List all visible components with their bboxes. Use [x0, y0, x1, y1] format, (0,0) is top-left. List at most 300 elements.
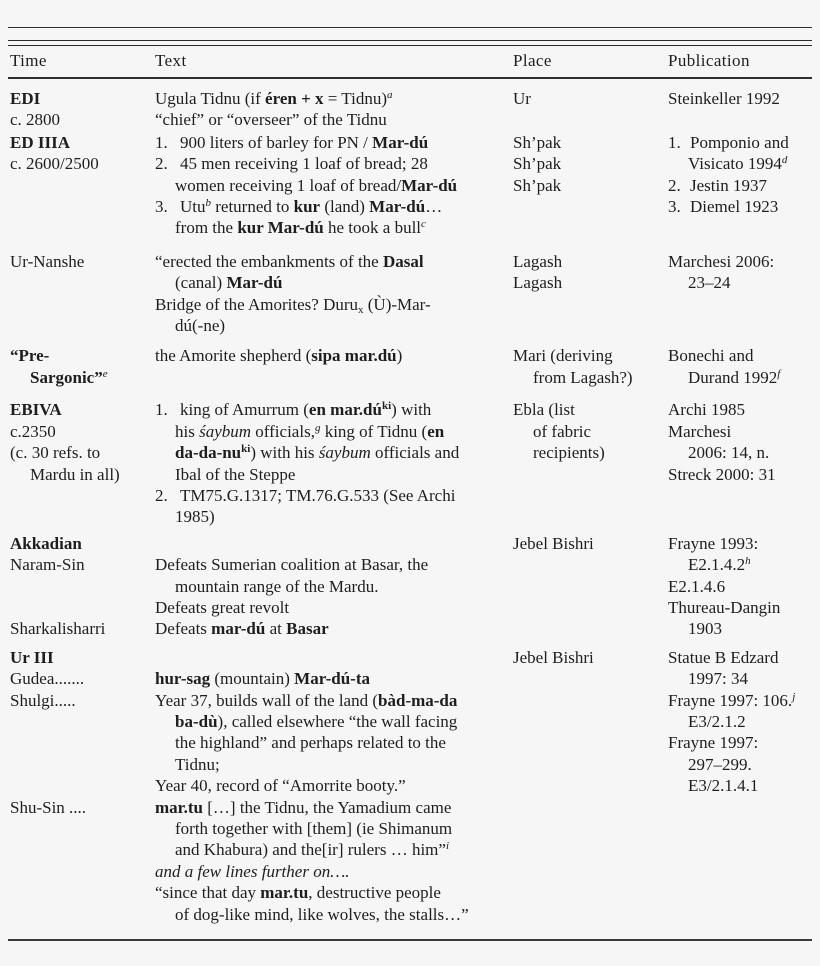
- table-line: [155, 506, 513, 527]
- table-line: [155, 618, 513, 639]
- table-line: [513, 272, 668, 293]
- table-line: [155, 797, 513, 818]
- text-segment: ), called elsewhere “the wall facing: [217, 711, 458, 731]
- line-content: [688, 443, 769, 462]
- text-segment: Shu-Sin ....: [10, 797, 87, 817]
- line-content: [688, 368, 780, 387]
- table-line: [668, 618, 810, 639]
- text-segment: = Tidnu): [323, 89, 387, 108]
- text-segment: mar.tu: [260, 883, 309, 903]
- table-line: [10, 132, 155, 153]
- table-line: [155, 132, 513, 153]
- text-segment: Sh’pak: [513, 175, 562, 195]
- table-line: [155, 882, 513, 903]
- line-content: [175, 465, 295, 484]
- line-content: [668, 252, 774, 271]
- text-segment: from Lagash?): [533, 367, 633, 387]
- time-cell: [10, 533, 155, 640]
- line-content: [175, 316, 225, 335]
- place-cell: [513, 251, 668, 337]
- line-content: [155, 110, 387, 129]
- table-line: [513, 153, 668, 174]
- line-content: [180, 132, 428, 153]
- table-line: [155, 399, 513, 420]
- text-segment: ki: [381, 400, 392, 413]
- table-top-rule: [8, 27, 812, 28]
- text-segment: Marchesi: [668, 421, 732, 441]
- text-segment: Sharkalisharri: [10, 619, 106, 639]
- table-line: [668, 251, 810, 272]
- table-line: [155, 554, 513, 575]
- table-line: [155, 153, 513, 174]
- text-segment: (Ù)-Mar-: [363, 294, 431, 314]
- table-line: [668, 272, 810, 293]
- line-content: [513, 252, 562, 271]
- text-segment: 23–24: [688, 273, 731, 293]
- line-content: [175, 905, 469, 924]
- text-segment: x: [358, 303, 364, 316]
- text-segment: i: [445, 840, 450, 853]
- text-segment: f: [777, 367, 781, 380]
- table-line: [155, 533, 513, 554]
- line-content: [690, 175, 767, 196]
- text-segment: Mari (deriving: [513, 346, 613, 366]
- line-content: [688, 712, 746, 731]
- text-segment: women receiving 1 loaf of bread/: [175, 175, 402, 195]
- line-content: [668, 534, 758, 553]
- table-line: [10, 251, 155, 272]
- text-segment: śaybum: [199, 421, 252, 441]
- table-line: [668, 668, 810, 689]
- table-line: [668, 576, 810, 597]
- table-line: [513, 132, 668, 153]
- line-content: [513, 400, 575, 419]
- line-content: [10, 133, 70, 152]
- line-content: [155, 776, 406, 795]
- table-line: [668, 554, 810, 575]
- text-segment: of dog-like mind, like wolves, the stalls…”: [175, 904, 469, 924]
- line-content: [175, 577, 378, 596]
- place-cell: [513, 345, 668, 388]
- text-segment: (mountain): [210, 669, 295, 689]
- table-line: [155, 861, 513, 882]
- text-segment: E3/2.1.4.1: [688, 776, 759, 796]
- line-content: [155, 346, 402, 365]
- text-segment: Mar-dú: [372, 132, 429, 152]
- text-segment: ED IIIA: [10, 132, 70, 152]
- table-line: [668, 442, 810, 463]
- table-line: [668, 711, 810, 732]
- text-segment: h: [745, 555, 751, 568]
- line-content: [533, 422, 591, 441]
- line-content: [688, 669, 748, 688]
- table-row: [10, 647, 810, 925]
- table-line: [668, 597, 810, 618]
- text-segment: dú(-ne): [175, 316, 226, 336]
- text-segment: Ibal of the Steppe: [175, 464, 296, 484]
- table-line: [10, 775, 155, 796]
- table-line: [155, 196, 513, 217]
- text-segment: da-da-nu: [175, 443, 242, 463]
- table-line: [10, 647, 155, 668]
- pub-cell: [668, 88, 810, 131]
- table-line: [668, 88, 810, 109]
- table-line: [155, 315, 513, 336]
- text-segment: en: [427, 421, 445, 441]
- text-segment: Ur: [513, 89, 531, 108]
- table-line: [10, 88, 155, 109]
- text-segment: king of Tidnu (: [320, 421, 428, 441]
- line-content: [688, 755, 752, 774]
- table-line: [155, 775, 513, 796]
- line-content: [10, 400, 62, 419]
- text-segment: EDI: [10, 89, 41, 108]
- line-content: [668, 400, 745, 419]
- text-segment: Utu: [180, 197, 206, 217]
- table-line: [10, 754, 155, 775]
- time-cell: [10, 251, 155, 337]
- table-line: [513, 647, 668, 668]
- pub-cell: [668, 132, 810, 239]
- column-header-text: Text: [155, 51, 187, 70]
- table-line: [513, 175, 668, 196]
- text-segment: Frayne 1997:: [668, 733, 759, 753]
- text-segment: Sh’pak: [513, 132, 562, 152]
- line-content: [533, 368, 633, 387]
- text-segment: ): [396, 346, 403, 366]
- text-segment: Pomponio and: [690, 132, 789, 152]
- line-content: [155, 295, 431, 314]
- line-content: [533, 443, 605, 462]
- pub-cell: [668, 399, 810, 527]
- table-line: [10, 732, 155, 753]
- table-header-row: [10, 51, 810, 71]
- text-segment: Akkadian: [10, 533, 82, 553]
- line-content: [180, 485, 455, 506]
- time-cell: [10, 345, 155, 388]
- text-segment: Defeats great revolt: [155, 597, 290, 617]
- table-line: [10, 797, 155, 818]
- table-line: [10, 668, 155, 689]
- text-segment: Shulgi.....: [10, 690, 76, 710]
- table-line: [155, 576, 513, 597]
- line-content: [180, 399, 431, 420]
- line-content: [175, 443, 459, 462]
- table-line: [155, 485, 513, 506]
- text-segment: E2.1.4.6: [668, 576, 726, 596]
- text-segment: Mar-dú-ta: [294, 669, 371, 689]
- line-content: [10, 422, 56, 441]
- text-segment: d: [781, 154, 788, 167]
- text-segment: and Khabura) and the[ir] rulers … him”: [175, 840, 446, 860]
- text-segment: Lagash: [513, 251, 563, 271]
- line-content: [668, 465, 776, 484]
- table-line: [668, 175, 810, 196]
- text-segment: c.2350: [10, 421, 56, 441]
- line-content: [10, 669, 84, 688]
- text-segment: Diemel 1923: [690, 197, 779, 217]
- line-content: [175, 712, 457, 731]
- table-line: [668, 153, 810, 174]
- table-line: [513, 533, 668, 554]
- table-line: [10, 421, 155, 442]
- table-line: [10, 711, 155, 732]
- line-content: [688, 154, 787, 173]
- text-segment: officials and: [370, 443, 460, 463]
- list-marker: 2.: [155, 154, 168, 174]
- text-segment: mountain range of the Mardu.: [175, 576, 379, 596]
- text-segment: […] the Tidnu, the Yamadium came: [203, 797, 452, 817]
- text-cell: [155, 647, 513, 925]
- table-line: [10, 597, 155, 618]
- text-segment: his: [175, 421, 200, 441]
- text-segment: Streck 2000: 31: [668, 464, 776, 484]
- table-line: [155, 464, 513, 485]
- text-segment: (c. 30 refs. to: [10, 443, 101, 463]
- table-line: [668, 732, 810, 753]
- table-bottom-rule: [8, 939, 812, 941]
- text-segment: Defeats: [155, 619, 212, 639]
- text-segment: Archi 1985: [668, 400, 745, 420]
- table-line: [10, 345, 155, 366]
- text-segment: forth together with [them] (ie Shimanum: [175, 818, 453, 838]
- pub-cell: [668, 251, 810, 337]
- table-line: [10, 109, 155, 130]
- table-line: [668, 421, 810, 442]
- text-segment: Tidnu;: [175, 754, 220, 774]
- pub-cell: [668, 533, 810, 640]
- text-segment: 900 liters of barley for PN /: [180, 132, 373, 152]
- text-segment: mar-dú: [211, 619, 266, 639]
- text-segment: at: [265, 619, 287, 639]
- time-cell: [10, 132, 155, 239]
- text-segment: officials,: [251, 421, 315, 441]
- line-content: [180, 196, 442, 217]
- line-content: [155, 598, 289, 617]
- table-row: [10, 533, 810, 640]
- table-line: [155, 904, 513, 925]
- table-line: [155, 345, 513, 366]
- line-content: [513, 133, 561, 152]
- text-segment: Frayne 1993:: [668, 533, 759, 553]
- text-cell: [155, 399, 513, 527]
- line-content: [155, 619, 329, 638]
- line-content: [10, 443, 100, 462]
- text-cell: [155, 132, 513, 239]
- text-segment: 45 men receiving 1 loaf of bread; 28: [180, 154, 428, 174]
- list-marker: 3.: [668, 197, 681, 217]
- line-content: [688, 776, 758, 795]
- line-content: [668, 733, 758, 752]
- text-segment: Bonechi and: [668, 346, 754, 366]
- line-content: [175, 733, 446, 752]
- text-segment: E3/2.1.2: [688, 711, 746, 731]
- text-segment: mar.tu: [155, 797, 204, 817]
- text-segment: Year 40, record of “Amorrite booty.”: [155, 776, 406, 796]
- line-content: [688, 555, 751, 574]
- line-content: [30, 465, 120, 484]
- text-segment: Basar: [286, 619, 329, 639]
- text-segment: …: [425, 197, 443, 217]
- text-segment: hur-sag: [155, 669, 211, 689]
- text-segment: Thureau-Dangin: [668, 597, 781, 617]
- line-content: [155, 669, 370, 688]
- time-cell: [10, 647, 155, 925]
- table-line: [668, 399, 810, 420]
- column-header-place: Place: [513, 51, 552, 70]
- text-segment: he took a bull: [323, 218, 422, 238]
- text-segment: śaybum: [318, 443, 371, 463]
- text-segment: c: [421, 218, 426, 231]
- table-line: [668, 533, 810, 554]
- text-segment: (canal): [175, 273, 227, 293]
- list-marker: 1.: [668, 132, 681, 152]
- table-line: [155, 690, 513, 711]
- line-content: [513, 273, 562, 292]
- line-content: [175, 273, 282, 292]
- table-line: [155, 732, 513, 753]
- line-content: [155, 252, 424, 271]
- text-segment: sipa mar.dú: [311, 346, 397, 366]
- line-content: [155, 555, 428, 574]
- text-segment: TM75.G.1317; TM.76.G.533 (See Archi: [180, 485, 456, 505]
- text-segment: 297–299.: [688, 754, 752, 774]
- list-marker: 1.: [155, 132, 168, 152]
- text-segment: (land): [320, 197, 370, 217]
- text-segment: Sargonic”: [30, 367, 103, 387]
- place-cell: [513, 88, 668, 131]
- line-content: [10, 89, 40, 108]
- table-line: [10, 618, 155, 639]
- text-segment: and a few lines further on….: [155, 861, 350, 881]
- line-content: [513, 534, 594, 553]
- text-segment: Jestin 1937: [690, 175, 767, 195]
- table-line: [155, 88, 513, 109]
- table-line: [155, 668, 513, 689]
- table-body: [10, 79, 810, 925]
- line-content: [10, 346, 49, 365]
- line-content: [175, 176, 457, 195]
- text-segment: , destructive people: [308, 883, 441, 903]
- table-line: [668, 132, 810, 153]
- table-line: [10, 464, 155, 485]
- table-row: [10, 399, 810, 527]
- table-row: [10, 345, 810, 388]
- table-line: [513, 421, 668, 442]
- table-line: [155, 597, 513, 618]
- table-line: [10, 690, 155, 711]
- text-cell: [155, 533, 513, 640]
- text-segment: kur Mar-dú: [237, 218, 324, 238]
- table-row: [10, 132, 810, 239]
- table-line: [10, 399, 155, 420]
- table-line: [155, 421, 513, 442]
- table-line: [155, 647, 513, 668]
- text-segment: Sh’pak: [513, 154, 562, 174]
- table-line: [155, 109, 513, 130]
- line-content: [668, 422, 731, 441]
- line-content: [175, 507, 215, 526]
- table-line: [668, 690, 810, 711]
- table-line: [155, 818, 513, 839]
- line-content: [668, 598, 780, 617]
- table-line: [668, 754, 810, 775]
- text-segment: e: [102, 367, 108, 380]
- text-segment: c. 2600/2500: [10, 154, 99, 174]
- list-marker: 1.: [155, 400, 168, 420]
- line-content: [10, 648, 54, 667]
- text-segment: 1997: 34: [688, 669, 748, 689]
- text-segment: Mardu in all): [30, 464, 120, 484]
- text-segment: 1985): [175, 507, 215, 527]
- text-segment: ) with: [391, 400, 432, 420]
- text-segment: b: [205, 197, 211, 210]
- text-segment: Mar-dú: [401, 175, 458, 195]
- text-segment: en mar.dú: [308, 400, 382, 420]
- line-content: [668, 346, 753, 365]
- table-line: [155, 294, 513, 315]
- text-cell: [155, 251, 513, 337]
- column-header-time: Time: [10, 51, 47, 70]
- text-segment: j: [792, 690, 796, 703]
- table-line: [668, 196, 810, 217]
- table-line: [155, 175, 513, 196]
- text-segment: “since that day: [155, 883, 261, 903]
- line-content: [668, 691, 795, 710]
- text-segment: Naram-Sin: [10, 555, 85, 575]
- line-content: [690, 196, 778, 217]
- table-line: [513, 367, 668, 388]
- pub-cell: [668, 647, 810, 925]
- line-content: [155, 89, 392, 108]
- table-line: [155, 711, 513, 732]
- text-segment: Ebla (list: [513, 400, 575, 420]
- line-content: [175, 422, 444, 441]
- list-marker: 2.: [668, 175, 681, 195]
- table-line: [10, 554, 155, 575]
- table-row: [10, 251, 810, 337]
- text-segment: Year 37, builds wall of the land (: [155, 690, 379, 710]
- text-segment: ki: [241, 443, 251, 456]
- text-segment: returned to: [211, 197, 294, 217]
- line-content: [10, 798, 86, 817]
- place-cell: [513, 647, 668, 925]
- text-segment: Ur-Nanshe: [10, 251, 85, 271]
- table-line: [155, 272, 513, 293]
- text-segment: éren + x: [265, 89, 324, 108]
- text-segment: g: [314, 421, 321, 434]
- place-cell: [513, 132, 668, 239]
- text-cell: [155, 345, 513, 388]
- line-content: [690, 132, 789, 153]
- line-content: [668, 648, 778, 667]
- text-segment: ba-dù: [175, 711, 218, 731]
- text-segment: Ugula Tidnu (if: [155, 89, 266, 108]
- text-segment: Steinkeller 1992: [668, 89, 780, 108]
- text-segment: Ur III: [10, 647, 54, 667]
- text-segment: Visicato 1994: [688, 154, 782, 174]
- time-cell: [10, 88, 155, 131]
- table-row: [10, 88, 810, 131]
- line-content: [668, 89, 780, 108]
- table-line: [10, 533, 155, 554]
- line-content: [155, 691, 457, 710]
- text-segment: Lagash: [513, 273, 563, 293]
- line-content: [10, 619, 105, 638]
- text-segment: Defeats Sumerian coalition at Basar, the: [155, 555, 429, 575]
- line-content: [175, 840, 449, 859]
- line-content: [513, 154, 561, 173]
